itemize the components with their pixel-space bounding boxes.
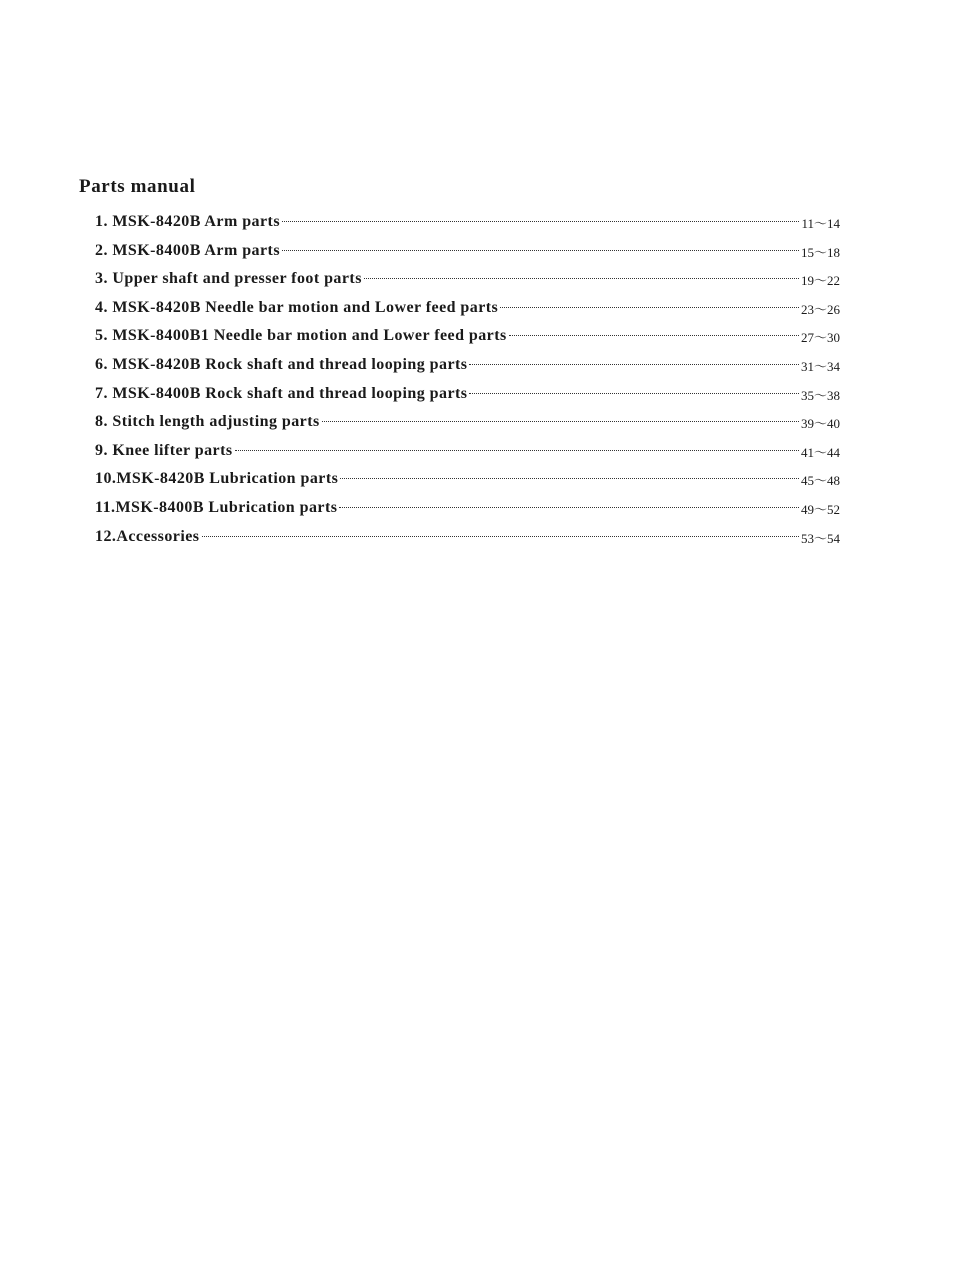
toc-dot-leader — [509, 335, 799, 336]
toc-entry-pages: 41～44 — [800, 444, 840, 460]
toc-entry-title: 10.MSK-8420B Lubrication parts — [95, 470, 339, 488]
toc-entry-pages: 31～34 — [800, 358, 840, 374]
toc-entry-pages: 27～30 — [800, 330, 840, 346]
toc-entry-pages: 15～18 — [800, 244, 840, 260]
toc-entry-arm-parts-8420b — [95, 208, 840, 237]
toc-entry-pages: 49～52 — [800, 501, 840, 517]
toc-dot-leader — [235, 450, 799, 451]
toc-entry-rock-shaft-8400b — [95, 380, 840, 409]
toc-dot-leader — [500, 307, 799, 308]
toc-entry-rock-shaft-8420b — [95, 351, 840, 380]
toc-entry-title: 7. MSK-8400B Rock shaft and thread looping parts — [95, 384, 468, 402]
toc-entry-pages: 45～48 — [800, 473, 840, 489]
toc-dot-leader — [322, 421, 799, 422]
toc-entry-arm-parts-8400b — [95, 237, 840, 266]
toc-dot-leader — [469, 364, 799, 365]
toc-entry-title: 12.Accessories — [95, 527, 200, 545]
page-title: Parts manual — [79, 176, 196, 197]
toc-entry-lubrication-8400b — [95, 494, 840, 523]
toc-entry-lubrication-8420b — [95, 465, 840, 494]
toc-dot-leader — [364, 278, 799, 279]
toc-entry-pages: 19～22 — [800, 273, 840, 289]
toc-entry-pages: 35～38 — [800, 387, 840, 403]
toc-entry-knee-lifter — [95, 437, 840, 466]
toc-entry-title: 9. Knee lifter parts — [95, 441, 233, 459]
toc-entry-title: 5. MSK-8400B1 Needle bar motion and Lower feed parts — [95, 327, 507, 345]
toc-entry-pages: 53～54 — [800, 530, 840, 546]
toc-dot-leader — [282, 221, 799, 222]
toc-entry-pages: 11～14 — [801, 216, 840, 231]
toc-entry-title: 6. MSK-8420B Rock shaft and thread looping parts — [95, 355, 468, 373]
toc-entry-title: 2. MSK-8400B Arm parts — [95, 241, 281, 259]
toc-dot-leader — [469, 393, 799, 394]
toc-entry-title: 1. MSK-8420B Arm parts — [95, 213, 281, 230]
toc-entry-title: 11.MSK-8400B Lubrication parts — [95, 498, 338, 516]
toc-entry-needle-bar-8420b — [95, 294, 840, 323]
toc-dot-leader — [339, 507, 799, 508]
toc-entry-stitch-length — [95, 408, 840, 437]
toc-entry-title: 8. Stitch length adjusting parts — [95, 413, 320, 431]
toc-dot-leader — [340, 478, 799, 479]
table-of-contents — [95, 208, 840, 551]
toc-dot-leader — [202, 536, 799, 537]
toc-dot-leader — [282, 250, 799, 251]
toc-entry-accessories — [95, 523, 840, 552]
toc-entry-pages: 39～40 — [800, 416, 840, 432]
toc-entry-upper-shaft — [95, 265, 840, 294]
toc-entry-title: 3. Upper shaft and presser foot parts — [95, 270, 362, 288]
toc-entry-needle-bar-8400b1 — [95, 322, 840, 351]
toc-entry-pages: 23～26 — [800, 301, 840, 317]
toc-entry-title: 4. MSK-8420B Needle bar motion and Lower feed parts — [95, 298, 499, 316]
